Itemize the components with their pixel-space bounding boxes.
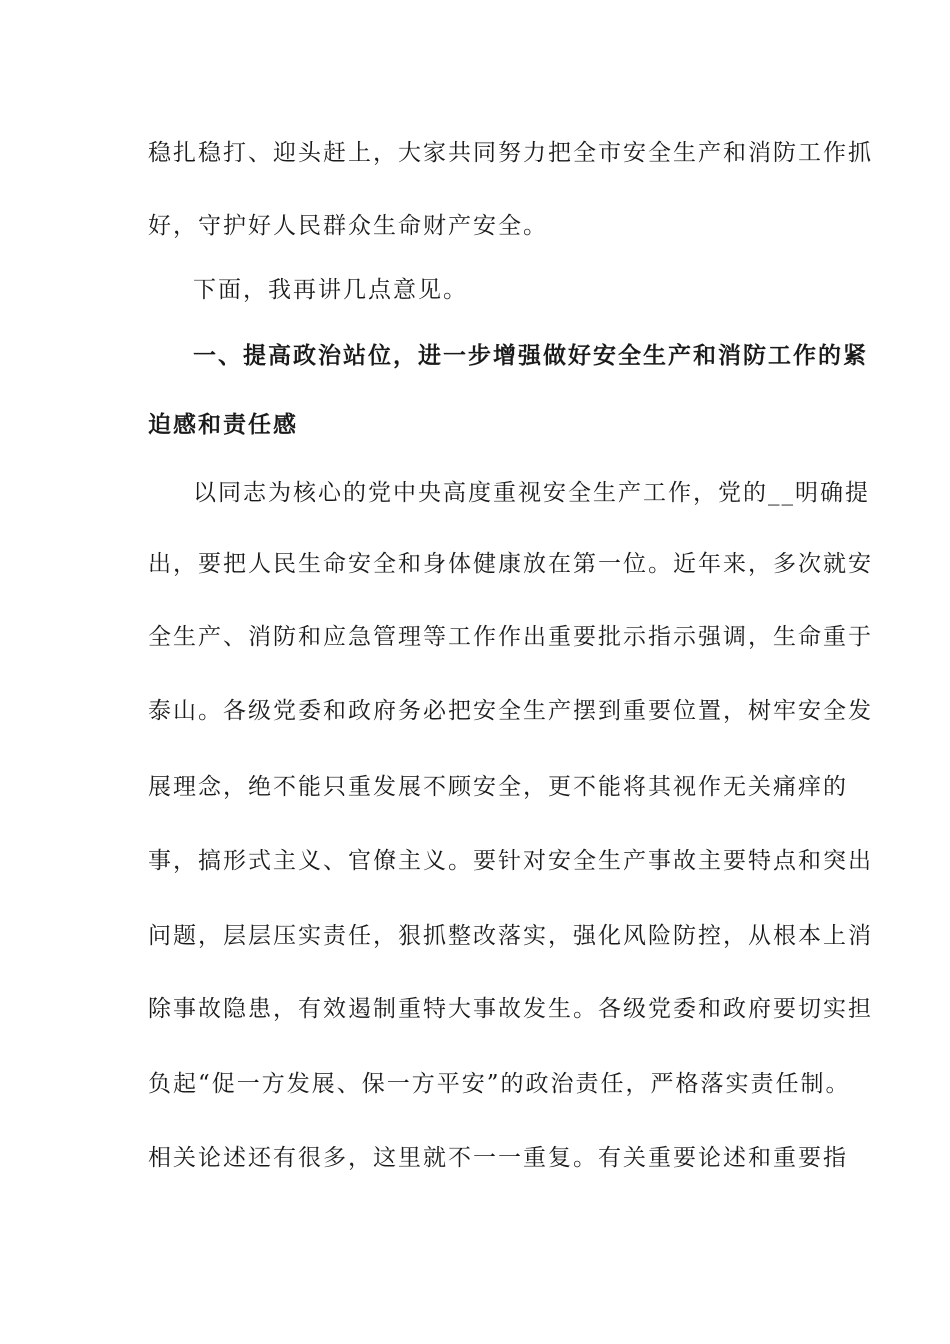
- body-line-10: 相关论述还有很多，这里就不一一重复。有关重要论述和重要指: [148, 1145, 848, 1171]
- body-line-1: 以同志为核心的党中央高度重视安全生产工作，党的__明确提: [193, 480, 870, 506]
- body-line-7: 问题，层层压实责任，狠抓整改落实，强化风险防控，从根本上消: [148, 923, 873, 949]
- body-line-5: 展理念，绝不能只重发展不顾安全，更不能将其视作无关痛痒的: [148, 774, 848, 800]
- body-line-4: 泰山。各级党委和政府务必把安全生产摆到重要位置，树牢安全发: [148, 698, 873, 724]
- paragraph-line-2: 好，守护好人民群众生命财产安全。: [148, 213, 548, 239]
- body-line-3: 全生产、消防和应急管理等工作作出重要批示指示强调，生命重于: [148, 624, 873, 650]
- intro-line: 下面，我再讲几点意见。: [193, 277, 468, 303]
- body-line-9: 负起“促一方发展、保一方平安”的政治责任，严格落实责任制。: [148, 1071, 851, 1097]
- section-heading-line-2: 迫感和责任感: [148, 411, 298, 438]
- body-line-6: 事，搞形式主义、官僚主义。要针对安全生产事故主要特点和突出: [148, 848, 873, 874]
- section-heading-line-1: 一、提高政治站位，进一步增强做好安全生产和消防工作的紧: [193, 342, 868, 369]
- body-line-2: 出，要把人民生命安全和身体健康放在第一位。近年来，多次就安: [148, 551, 873, 577]
- body-line-8: 除事故隐患，有效遏制重特大事故发生。各级党委和政府要切实担: [148, 996, 873, 1022]
- paragraph-line-1: 稳扎稳打、迎头赶上，大家共同努力把全市安全生产和消防工作抓: [148, 140, 873, 166]
